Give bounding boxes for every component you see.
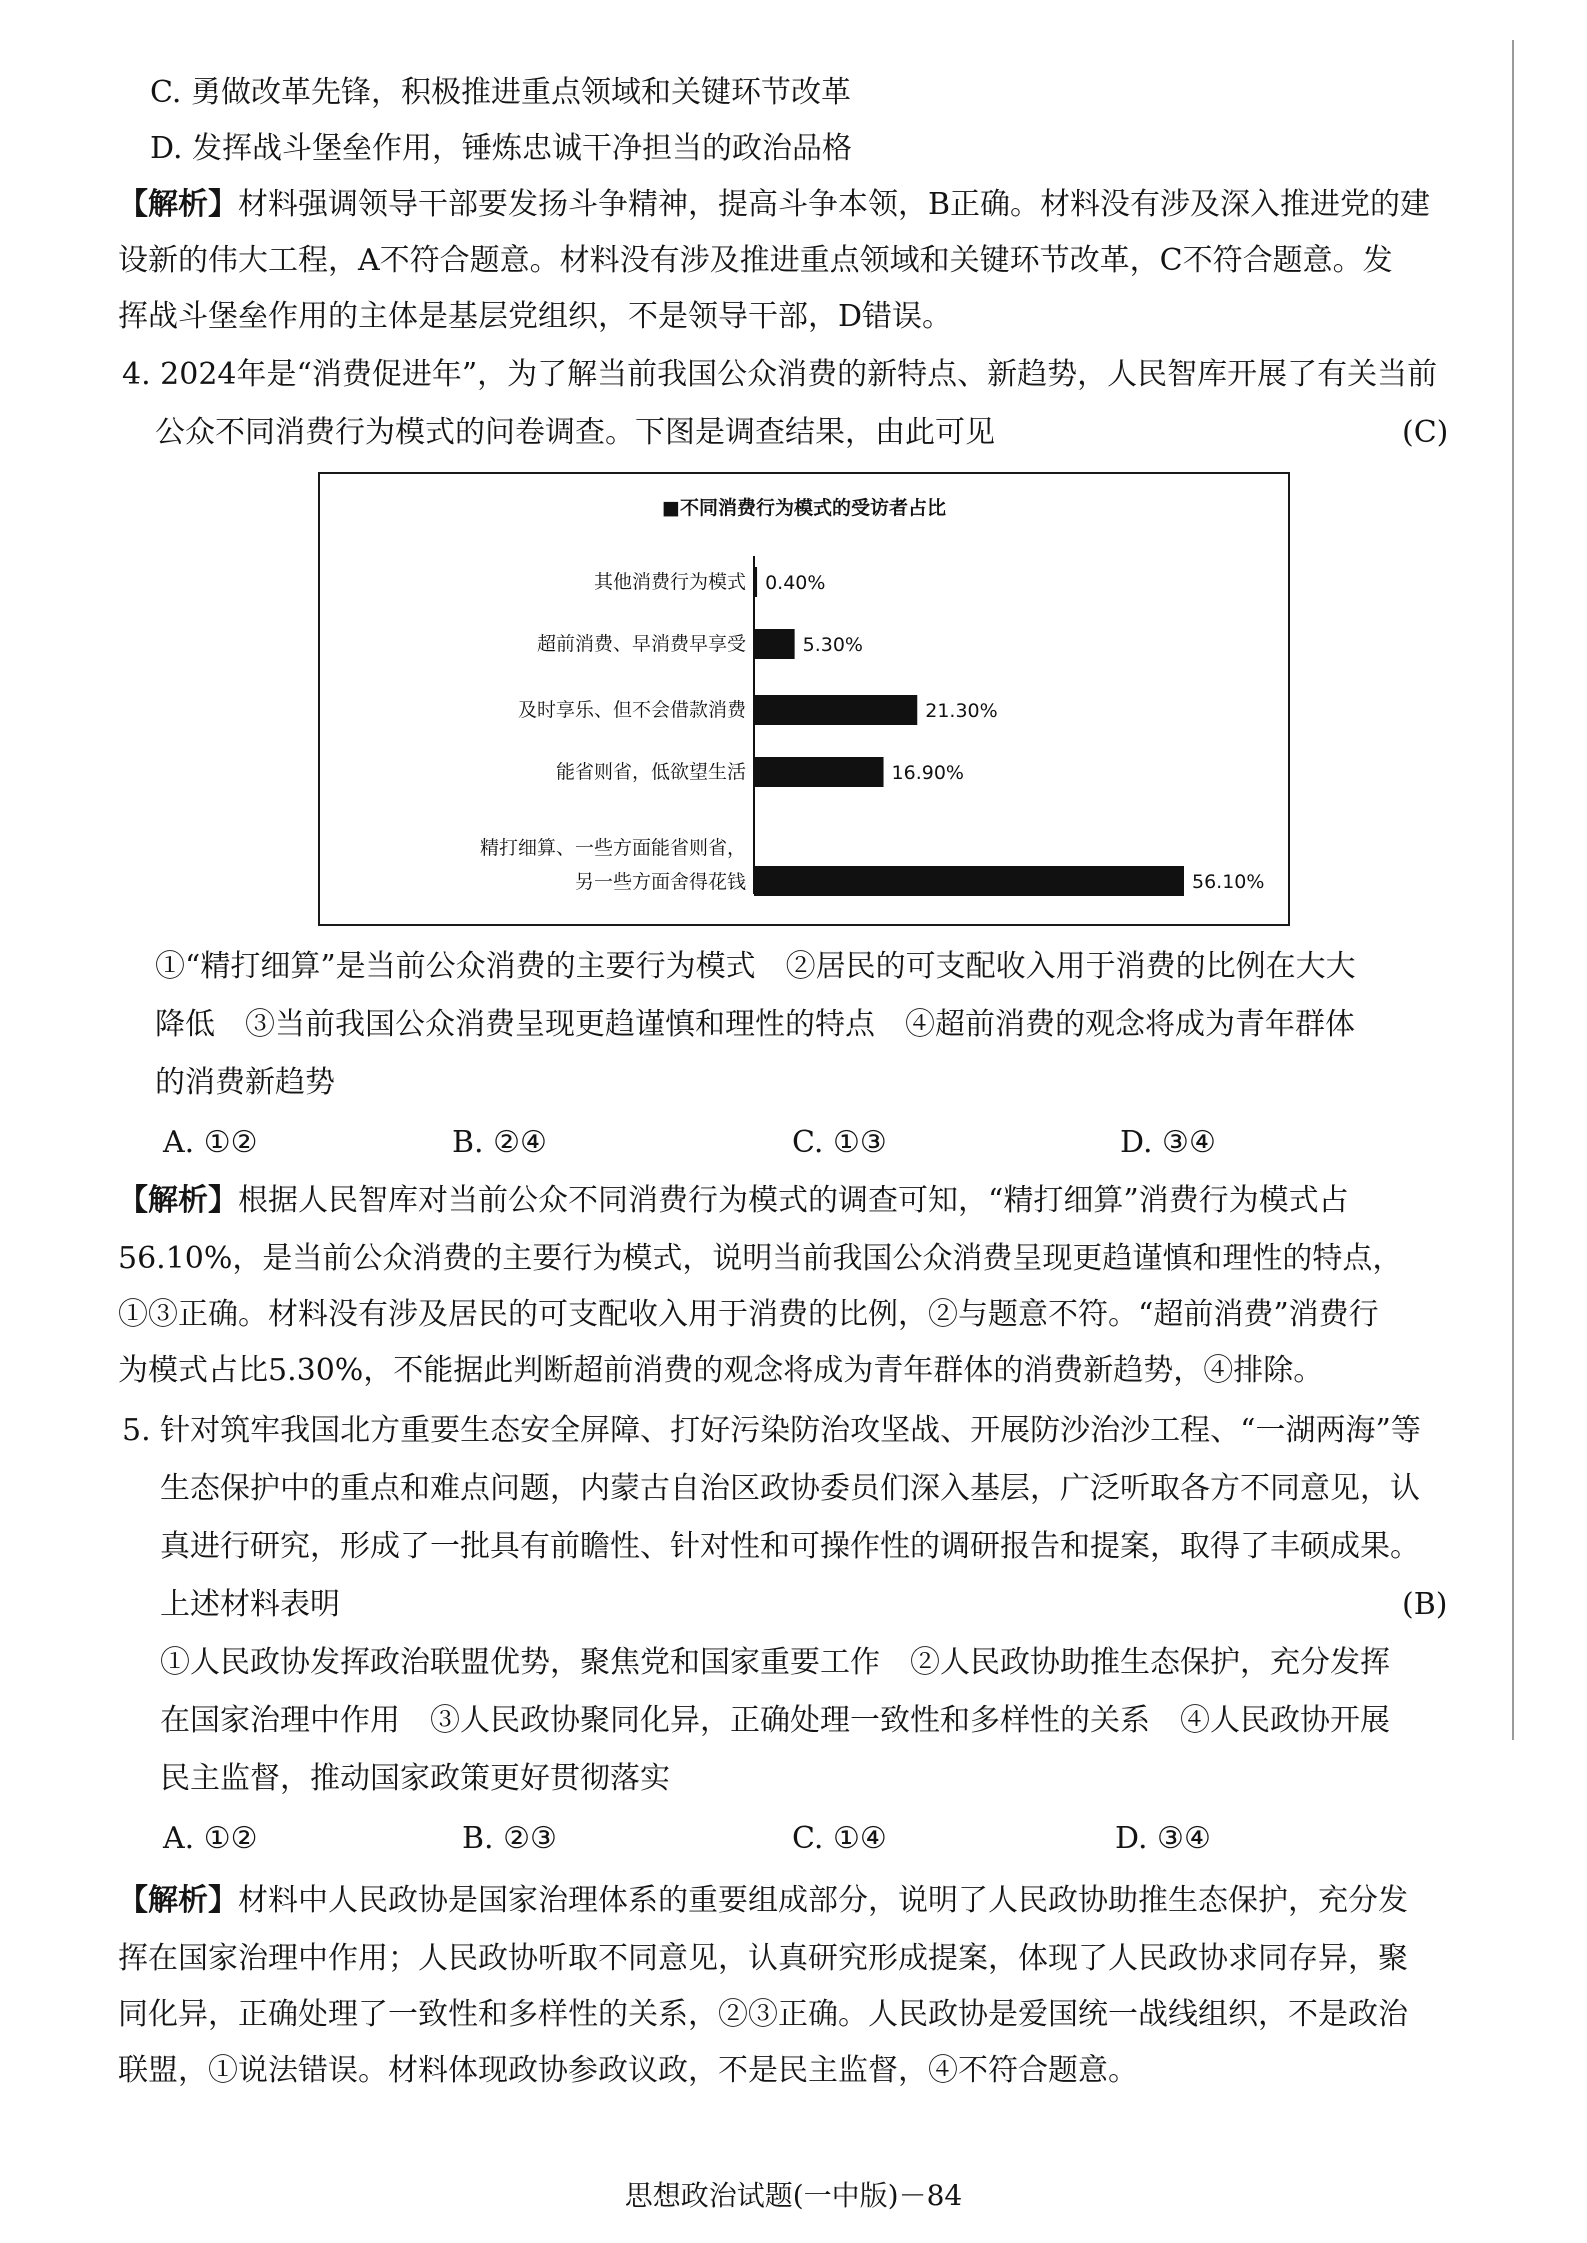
analysis-tag: 【解析】 (118, 1883, 238, 1918)
q5-option-b: B. ②③ (462, 1821, 557, 1856)
category-label: 其他消费行为模式 (593, 571, 746, 593)
q4-option-b: B. ②④ (452, 1125, 547, 1160)
category-label: 超前消费、早消费早享受 (536, 633, 746, 655)
q5-stem-line-1: 5. 针对筑牢我国北方重要生态安全屏障、打好污染防治攻坚战、开展防沙治沙工程、“一湖两海”等 (122, 1413, 1421, 1448)
q5-option-d: D. ③④ (1115, 1821, 1211, 1856)
q5-option-c: C. ①④ (792, 1821, 887, 1856)
q5-stem-line-3: 真进行研究，形成了一批具有前瞻性、针对性和可操作性的调研报告和提案，取得了丰硕成果。 (160, 1529, 1420, 1564)
chart-title: ■不同消费行为模式的受访者占比 (662, 497, 946, 519)
analysis-tag: 【解析】 (118, 187, 238, 222)
category-label: 精打细算、一些方面能省则省， (479, 837, 746, 859)
chart-bar (754, 567, 757, 597)
q5-answer: (B) (1402, 1587, 1448, 1622)
q4-option-c: C. ①③ (792, 1125, 887, 1160)
q4-item-line-2: 降低 ③当前我国公众消费呈现更趋谨慎和理性的特点 ④超前消费的观念将成为青年群体 (155, 1007, 1355, 1042)
q3-option-d: D. 发挥战斗堡垒作用，锤炼忠诚干净担当的政治品格 (150, 131, 853, 166)
q5-analysis-line-3: 同化异，正确处理了一致性和多样性的关系，②③正确。人民政协是爱国统一战线组织，不是政治 (118, 1997, 1408, 2032)
q5-item-line-1: ①人民政协发挥政治联盟优势，聚焦党和国家重要工作 ②人民政协助推生态保护，充分发挥 (160, 1645, 1390, 1680)
q3-analysis-line-3: 挥战斗堡垒作用的主体是基层党组织，不是领导干部，D错误。 (118, 299, 953, 334)
q3-option-c: C. 勇做改革先锋，积极推进重点领域和关键环节改革 (150, 75, 851, 110)
consumption-behavior-chart (318, 472, 1290, 926)
q4-stem-line-2: 公众不同消费行为模式的问卷调查。下图是调查结果，由此可见 (155, 415, 995, 450)
chart-canvas (320, 474, 1288, 924)
category-label: 及时享乐、但不会借款消费 (517, 699, 746, 721)
q4-item-line-1: ①“精打细算”是当前公众消费的主要行为模式 ②居民的可支配收入用于消费的比例在大大 (155, 949, 1356, 984)
q5-analysis-line-2: 挥在国家治理中作用；人民政协听取不同意见，认真研究形成提案，体现了人民政协求同存异，聚 (118, 1941, 1408, 1976)
q3-analysis-line-2: 设新的伟大工程，A不符合题意。材料没有涉及推进重点领域和关键环节改革，C不符合题意。发 (118, 243, 1393, 278)
q5-stem-line-2: 生态保护中的重点和难点问题，内蒙古自治区政协委员们深入基层，广泛听取各方不同意见，认 (160, 1471, 1420, 1506)
bar-value-label: 21.30% (925, 700, 998, 722)
bar-value-label: 56.10% (1192, 871, 1265, 893)
q5-option-a: A. ①② (163, 1821, 258, 1856)
q5-analysis-line-4: 联盟，①说法错误。材料体现政协参政议政，不是民主监督，④不符合题意。 (118, 2053, 1138, 2088)
q4-analysis-line-3: ①③正确。材料没有涉及居民的可支配收入用于消费的比例，②与题意不符。“超前消费”消费行 (118, 1297, 1379, 1332)
chart-bar (754, 866, 1184, 896)
chart-bar (754, 695, 917, 725)
bar-value-label: 5.30% (802, 634, 863, 656)
chart-bar (754, 629, 795, 659)
q4-analysis-line-2: 56.10%，是当前公众消费的主要行为模式，说明当前我国公众消费呈现更趋谨慎和理性的特点， (118, 1241, 1403, 1276)
analysis-tag: 【解析】 (118, 1183, 238, 1218)
q4-option-a: A. ①② (163, 1125, 258, 1160)
q4-answer: (C) (1402, 415, 1449, 450)
q4-analysis-line-4: 为模式占比5.30%，不能据此判断超前消费的观念将成为青年群体的消费新趋势，④排除。 (118, 1353, 1324, 1388)
chart-bar (754, 757, 884, 787)
q4-analysis-line-1: 【解析】根据人民智库对当前公众不同消费行为模式的调查可知，“精打细算”消费行为模式占 (118, 1183, 1349, 1218)
q5-stem-line-4: 上述材料表明 (160, 1587, 340, 1622)
category-label: 另一些方面舍得花钱 (574, 871, 746, 893)
page-footer: 思想政治试题(一中版)－84 (624, 2179, 963, 2212)
q4-item-line-3: 的消费新趋势 (155, 1065, 335, 1100)
category-label: 能省则省，低欲望生活 (555, 761, 746, 783)
q3-analysis-line-1: 【解析】材料强调领导干部要发扬斗争精神，提高斗争本领，B正确。材料没有涉及深入推进党的建 (118, 187, 1431, 222)
q5-item-line-3: 民主监督，推动国家政策更好贯彻落实 (160, 1761, 670, 1796)
bar-value-label: 0.40% (765, 572, 826, 594)
q5-analysis-line-1: 【解析】材料中人民政协是国家治理体系的重要组成部分，说明了人民政协助推生态保护，充分发 (118, 1883, 1408, 1918)
q4-stem-line-1: 4. 2024年是“消费促进年”，为了解当前我国公众消费的新特点、新趋势，人民智库开展了有关当前 (122, 357, 1438, 392)
q5-item-line-2: 在国家治理中作用 ③人民政协聚同化异，正确处理一致性和多样性的关系 ④人民政协开展 (160, 1703, 1390, 1738)
bar-value-label: 16.90% (891, 762, 964, 784)
page-edge-line (1512, 40, 1514, 1740)
q4-option-d: D. ③④ (1120, 1125, 1216, 1160)
